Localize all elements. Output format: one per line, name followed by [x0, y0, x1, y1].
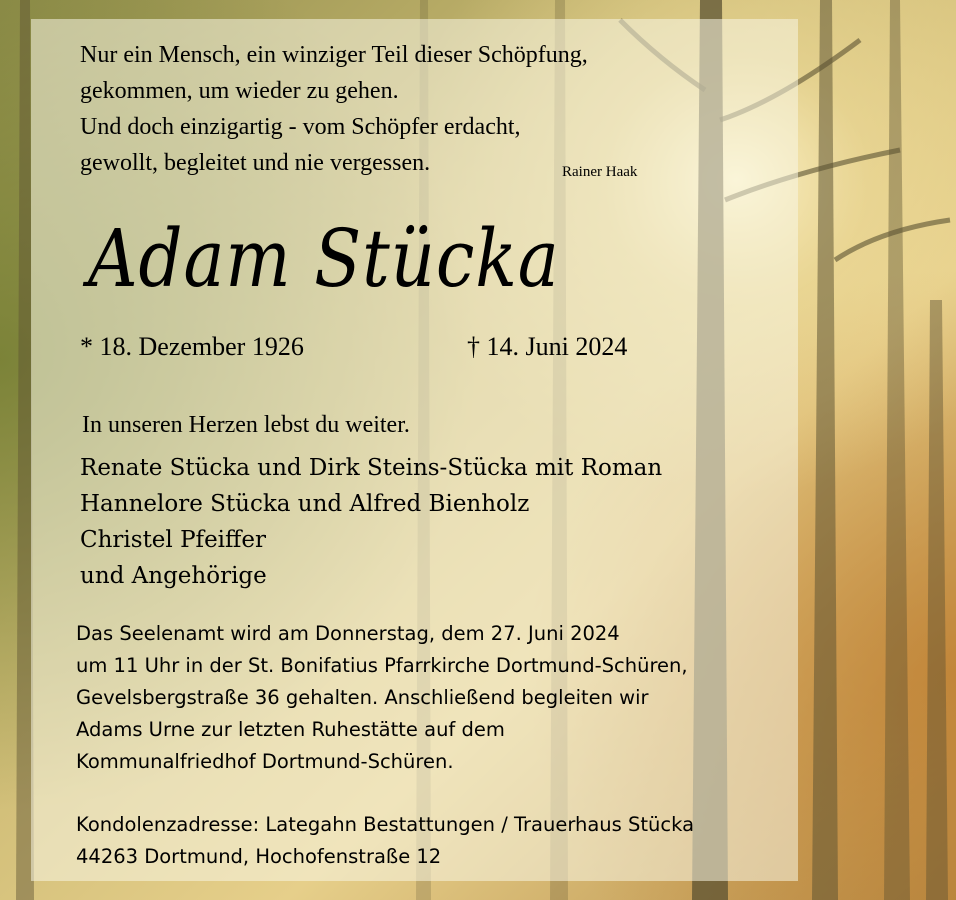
mourner: Renate Stücka und Dirk Steins-Stücka mit Roman	[80, 455, 663, 481]
poem	[80, 37, 588, 181]
mourner: und Angehörige	[80, 563, 267, 589]
notice-line: Adams Urne zur letzten Ruhestätte auf dem	[76, 718, 505, 741]
poem-line: gewollt, begleitet und nie vergessen.	[80, 150, 431, 176]
service-notice	[76, 618, 688, 778]
poem-line: Und doch einzigartig - vom Schöpfer erdacht,	[80, 114, 521, 140]
contact-line: Kondolenzadresse: Lategahn Bestattungen / Trauerhaus Stücka	[76, 813, 695, 836]
poem-line: gekommen, um wieder zu gehen.	[80, 78, 399, 104]
mourners-list	[80, 450, 662, 594]
notice-line: um 11 Uhr in der St. Bonifatius Pfarrkirche Dortmund-Schüren,	[76, 654, 688, 677]
notice-line: Das Seelenamt wird am Donnerstag, dem 27. Juni 2024	[76, 622, 620, 645]
death-date: † 14. Juni 2024	[467, 332, 628, 361]
mourner: Hannelore Stücka und Alfred Bienholz	[80, 491, 530, 517]
poem-line: Nur ein Mensch, ein winziger Teil dieser Schöpfung,	[80, 42, 588, 68]
notice-line: Gevelsbergstraße 36 gehalten. Anschließend begleiten wir	[76, 686, 649, 709]
deceased-name: Adam Stücka	[88, 212, 560, 305]
condolence-address	[76, 809, 694, 873]
poem-author: Rainer Haak	[562, 164, 638, 180]
contact-line: 44263 Dortmund, Hochofenstraße 12	[76, 845, 442, 868]
motto: In unseren Herzen lebst du weiter.	[82, 412, 410, 438]
birth-date: * 18. Dezember 1926	[80, 332, 304, 361]
notice-line: Kommunalfriedhof Dortmund-Schüren.	[76, 750, 454, 773]
mourner: Christel Pfeiffer	[80, 527, 266, 553]
